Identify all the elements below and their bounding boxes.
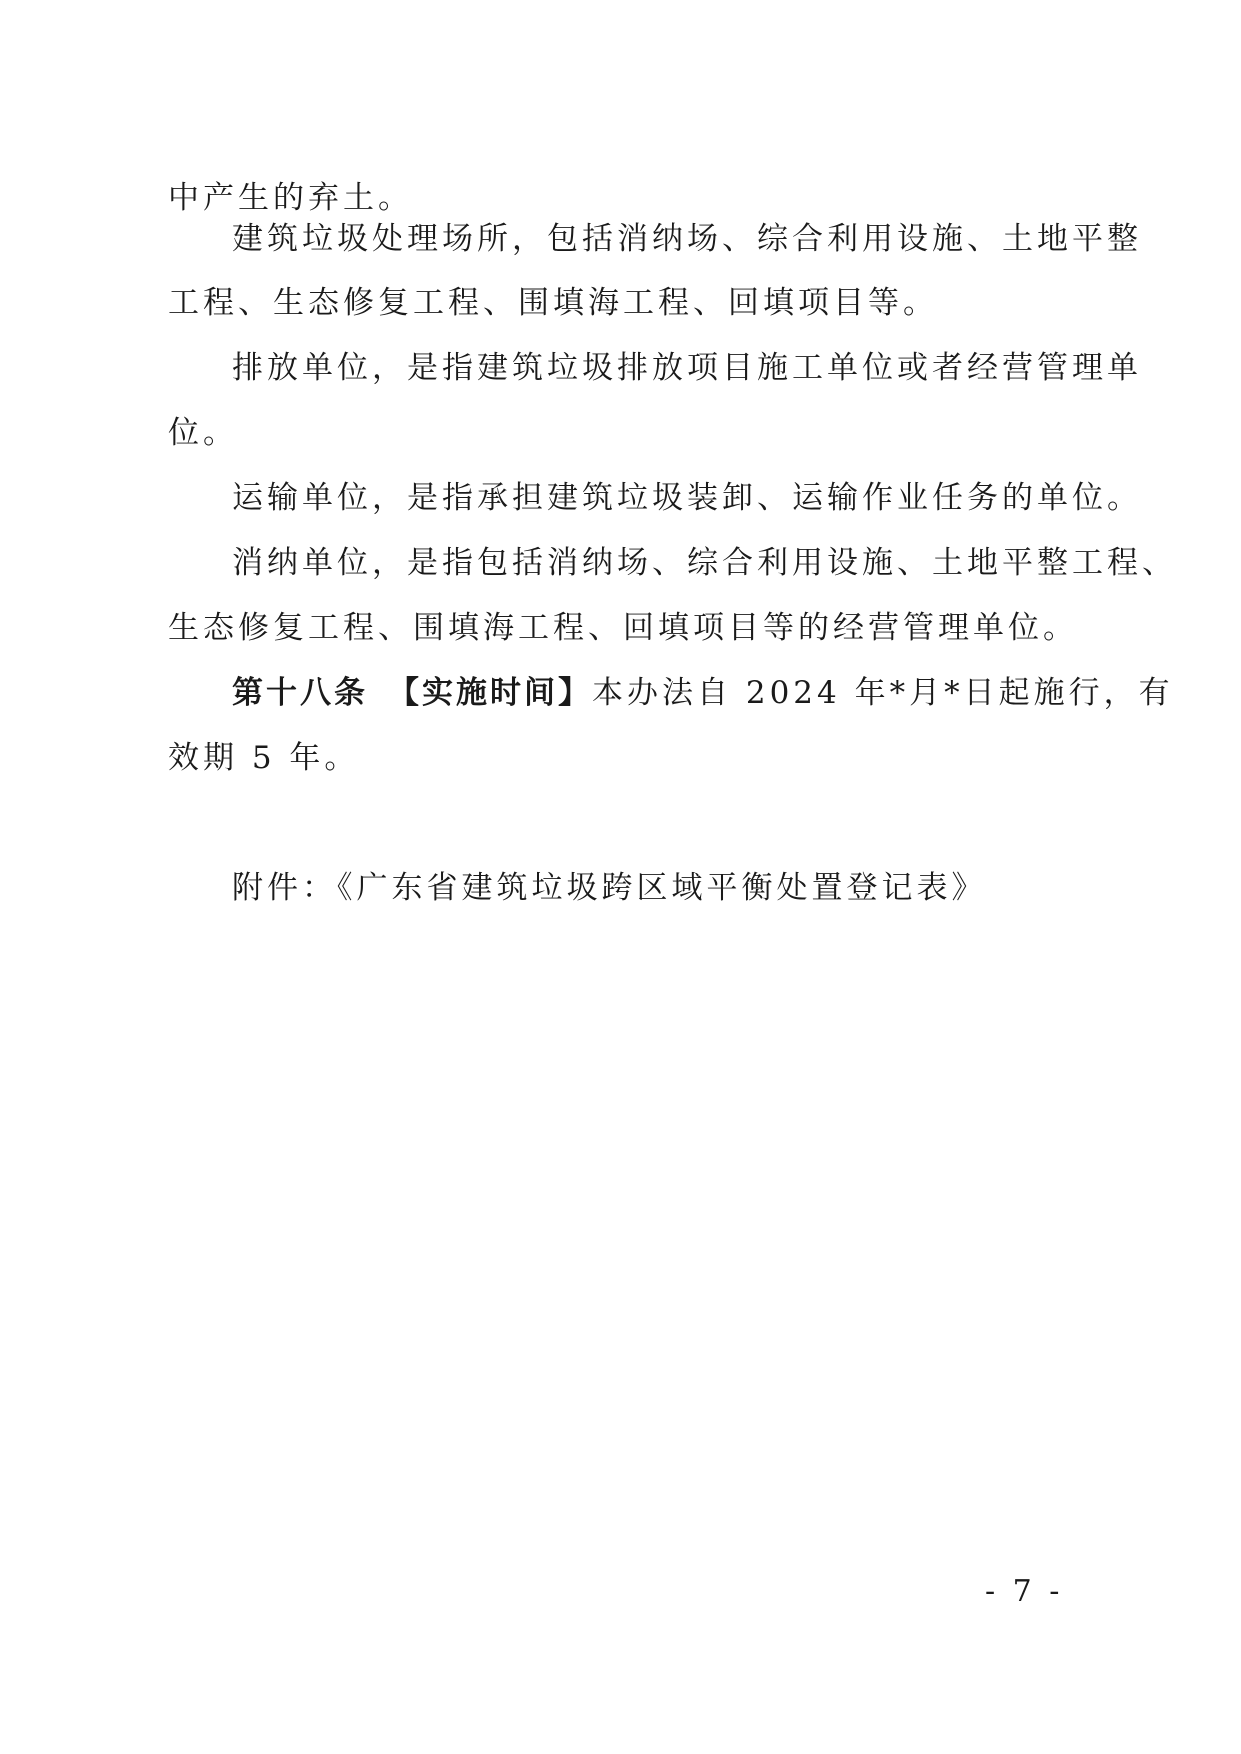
paragraph-line: 位。 [168,415,238,451]
paragraph-line: 建筑垃圾处理场所，包括消纳场、综合利用设施、土地平整 [232,221,1142,257]
paragraph-line: 排放单位，是指建筑垃圾排放项目施工单位或者经营管理单 [232,350,1142,386]
paragraph-line: 中产生的弃土。 [168,180,413,216]
paragraph-line: 生态修复工程、围填海工程、回填项目等的经营管理单位。 [168,610,1078,646]
paragraph-line: 工程、生态修复工程、围填海工程、回填项目等。 [168,285,938,321]
article-heading: 【实施时间】 [388,675,592,711]
article-18-line [232,673,1174,713]
article-18-line-2: 效期 5 年。 [168,740,360,776]
page-number: - 7 - [985,1574,1064,1609]
paragraph-line: 运输单位，是指承担建筑垃圾装卸、运输作业任务的单位。 [232,480,1142,516]
article-number: 第十八条 [232,675,368,711]
paragraph-line: 消纳单位，是指包括消纳场、综合利用设施、土地平整工程、 [232,545,1177,581]
attachment-line: 附件：《广东省建筑垃圾跨区域平衡处置登记表》 [232,870,987,906]
article-text: 本办法自 2024 年*月*日起施行，有 [592,675,1174,711]
